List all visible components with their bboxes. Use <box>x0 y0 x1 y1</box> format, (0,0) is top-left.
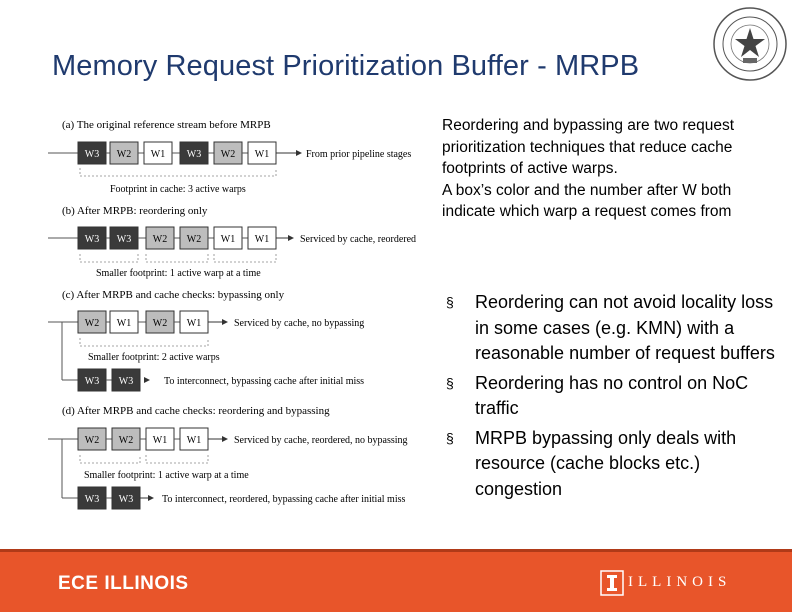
diagram-b-arrow-label: Serviced by cache, reordered <box>300 234 417 245</box>
diagram-d-bottom-boxes <box>78 487 140 509</box>
diagram-c-bottom-boxes <box>78 369 140 391</box>
diagram-c-heading: (c) After MRPB and cache checks: bypassing only <box>62 289 285 301</box>
svg-text:W1: W1 <box>186 318 202 329</box>
svg-text:W1: W1 <box>186 435 202 446</box>
diagram-c-footprint: Smaller footprint: 2 active warps <box>88 352 220 363</box>
diagram-d-bottom-label: To interconnect, reordered, bypassing cache after initial miss <box>162 494 406 505</box>
svg-text:W2: W2 <box>152 234 168 245</box>
diagram-d-footprint: Smaller footprint: 1 active warp at a time <box>84 470 249 481</box>
bullet-marker: § <box>446 294 454 310</box>
svg-text:W2: W2 <box>152 318 168 329</box>
slide-title: Memory Request Prioritization Buffer - MRPB <box>52 50 640 82</box>
svg-text:W3: W3 <box>84 494 100 505</box>
diagram-a-arrow-label: From prior pipeline stages <box>306 149 412 160</box>
svg-text:W3: W3 <box>186 149 202 160</box>
diagram-d-heading: (d) After MRPB and cache checks: reordering and bypassing <box>62 405 330 417</box>
svg-text:W3: W3 <box>84 376 100 387</box>
svg-text:W1: W1 <box>220 234 236 245</box>
ece-illinois-logo: ECE ILLINOIS <box>58 573 189 594</box>
diagram-b-boxes <box>78 227 276 249</box>
intro-paragraph-1: Reordering and bypassing are two request prioritization techniques that reduce cache footprints of active warps. <box>442 117 735 177</box>
bullet-marker: § <box>446 374 454 391</box>
bullet-item: § Reordering can not avoid locality loss in some cases (e.g. KMN) with a reasonable number of request buffers <box>446 292 775 363</box>
university-seal-icon <box>712 6 788 82</box>
svg-text:W3: W3 <box>84 149 100 160</box>
intro-paragraph-2: A box’s color and the number after W both indicate which warp a request comes from <box>442 181 732 220</box>
diagram-b-footprint: Smaller footprint: 1 active warp at a time <box>96 268 261 279</box>
svg-text:W3: W3 <box>118 376 134 387</box>
svg-text:W3: W3 <box>84 234 100 245</box>
svg-text:W2: W2 <box>118 435 134 446</box>
diagram-c-top-label: Serviced by cache, no bypassing <box>234 318 365 329</box>
bullet-list <box>442 290 777 506</box>
svg-text:W1: W1 <box>152 435 168 446</box>
diagram-d-top-label: Serviced by cache, reordered, no bypassing <box>234 435 408 446</box>
illinois-wordmark: ILLINOIS <box>628 574 732 590</box>
mrpb-diagram <box>40 110 440 530</box>
bullet-item: § Reordering has no control on NoC traffic <box>446 372 749 418</box>
diagram-a-boxes <box>78 142 276 164</box>
svg-text:W2: W2 <box>84 318 100 329</box>
svg-text:W3: W3 <box>116 234 132 245</box>
diagram-a-heading: (a) The original reference stream before MRPB <box>62 119 271 131</box>
svg-text:W2: W2 <box>84 435 100 446</box>
diagram-c-top-boxes <box>78 311 208 333</box>
bullet-item: § MRPB bypassing only deals with resource (cache blocks etc.) congestion <box>446 427 737 499</box>
svg-text:W2: W2 <box>116 149 132 160</box>
bullet-marker: § <box>446 429 454 446</box>
diagram-b-heading: (b) After MRPB: reordering only <box>62 205 208 217</box>
svg-text:W2: W2 <box>220 149 236 160</box>
diagram-c-bottom-label: To interconnect, bypassing cache after initial miss <box>164 376 365 387</box>
diagram-a-footprint: Footprint in cache: 3 active warps <box>110 184 246 195</box>
svg-text:W2: W2 <box>186 234 202 245</box>
svg-text:W1: W1 <box>150 149 166 160</box>
diagram-d-top-boxes <box>78 428 208 450</box>
svg-text:W1: W1 <box>116 318 132 329</box>
svg-text:W1: W1 <box>254 234 270 245</box>
footer-bar <box>0 552 792 612</box>
illinois-block-i-icon <box>600 570 624 596</box>
svg-text:W1: W1 <box>254 149 270 160</box>
intro-text <box>442 115 772 223</box>
svg-text:W3: W3 <box>118 494 134 505</box>
